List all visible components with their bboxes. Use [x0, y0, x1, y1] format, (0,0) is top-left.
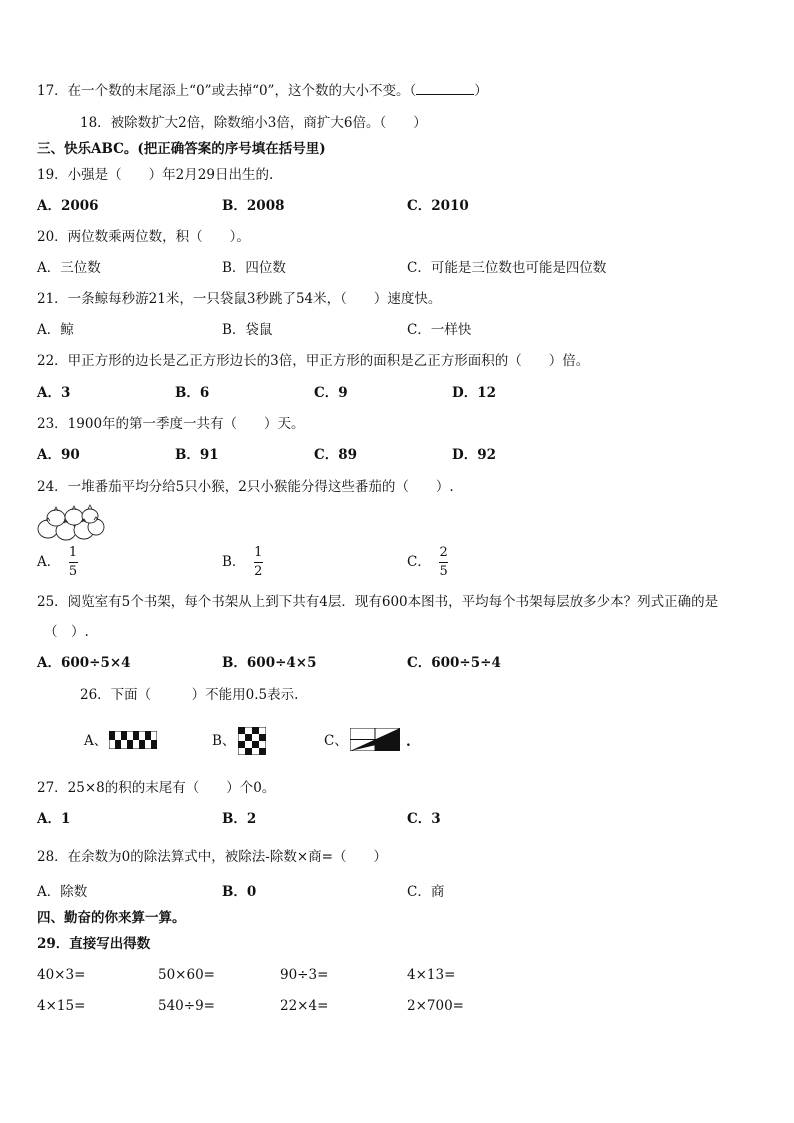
question-25: 25．阅览室有5个书架，每个书架从上到下共有4层．现有600本图书，平均每个书架每层放多少本？列式正确的是 [37, 594, 719, 610]
option-a[interactable]: A．600÷5×4 [37, 655, 131, 671]
grid-figure-a[interactable] [109, 731, 157, 749]
calc-item: 540÷9= [158, 998, 215, 1014]
calc-item: 4×13= [407, 967, 456, 983]
question-26-end: . [406, 734, 411, 750]
option-b[interactable]: B．91 [175, 447, 219, 463]
option-c[interactable]: C．商 [407, 884, 445, 900]
question-20: 20．两位数乘两位数，积（ ）。 [37, 229, 250, 245]
calc-item: 4×15= [37, 998, 86, 1014]
question-24: 24．一堆番茄平均分给5只小猴，2只小猴能分得这些番茄的（ ）. [37, 479, 454, 495]
option-a[interactable]: A．3 [37, 385, 71, 401]
option-c[interactable]: C．9 [314, 385, 348, 401]
option-a[interactable]: A．90 [37, 447, 80, 463]
section-4-heading: 四、勤奋的你来算一算。 [37, 910, 186, 926]
option-b-label[interactable]: B、 [212, 733, 236, 749]
option-a[interactable] [37, 546, 78, 579]
answer-blank[interactable] [416, 82, 474, 95]
option-a[interactable]: A．鲸 [37, 322, 74, 338]
option-c[interactable]: C．3 [407, 811, 441, 827]
option-b[interactable]: B．2 [222, 811, 257, 827]
question-22: 22．甲正方形的边长是乙正方形边长的3倍，甲正方形的面积是乙正方形面积的（ ）倍。 [37, 353, 590, 369]
option-c[interactable]: C．89 [314, 447, 358, 463]
question-29: 29．直接写出得数 [37, 936, 151, 952]
fraction-one-fifth: $\frac{1}{5}$ [68, 545, 78, 579]
tomato-pile-image [36, 503, 106, 541]
option-c[interactable] [407, 546, 448, 579]
option-b-label: B． [222, 554, 246, 570]
option-c[interactable]: C．可能是三位数也可能是四位数 [407, 260, 607, 276]
question-23: 23．1900年的第一季度一共有（ ）天。 [37, 416, 305, 432]
option-c[interactable]: C．一样快 [407, 322, 472, 338]
question-21: 21．一条鲸每秒游21米，一只袋鼠3秒跳了54米，（ ）速度快。 [37, 291, 442, 307]
calc-item: 2×700= [407, 998, 464, 1014]
fraction-two-fifths: $\frac{2}{5}$ [439, 545, 448, 579]
question-27: 27．25×8的积的末尾有（ ）个0。 [37, 780, 276, 796]
question-28: 28．在余数为0的除法算式中，被除法-除数×商=（ ） [37, 849, 387, 865]
option-b[interactable]: B．6 [175, 385, 210, 401]
option-c[interactable]: C．600÷5÷4 [407, 655, 501, 671]
option-c-label: C． [407, 554, 431, 570]
calc-item: 40×3= [37, 967, 86, 983]
option-b[interactable]: B．2008 [222, 198, 285, 214]
question-26: 26．下面（ ）不能用0.5表示. [80, 687, 299, 703]
option-b[interactable] [222, 546, 263, 579]
calc-item: 90÷3= [280, 967, 329, 983]
question-25-cont: （ ）. [44, 624, 89, 640]
option-b[interactable]: B．袋鼠 [222, 322, 273, 338]
calc-item: 22×4= [280, 998, 329, 1014]
option-b[interactable]: B．600÷4×5 [222, 655, 317, 671]
option-a[interactable]: A．三位数 [37, 260, 101, 276]
grid-figure-b[interactable] [238, 727, 266, 755]
question-17-text: 17．在一个数的末尾添上“0”或去掉“0”，这个数的大小不变。（ [37, 83, 417, 99]
question-17 [37, 82, 488, 100]
fraction-one-half: $\frac{1}{2}$ [254, 545, 263, 579]
question-19: 19．小强是（ ）年2月29日出生的. [37, 167, 274, 183]
option-d[interactable]: D．12 [452, 385, 496, 401]
option-b[interactable]: B．四位数 [222, 260, 286, 276]
option-c-label[interactable]: C、 [324, 733, 348, 749]
question-17-close: ） [474, 83, 488, 99]
option-a-label[interactable]: A、 [84, 733, 108, 749]
option-a[interactable]: A．1 [37, 811, 71, 827]
option-a-label: A． [37, 554, 61, 570]
option-a[interactable]: A．2006 [37, 198, 99, 214]
option-c[interactable]: C．2010 [407, 198, 469, 214]
split-rectangle-figure-c[interactable] [350, 728, 400, 751]
option-a[interactable]: A．除数 [37, 884, 88, 900]
option-b[interactable]: B．0 [222, 884, 257, 900]
calc-item: 50×60= [158, 967, 215, 983]
section-3-heading: 三、快乐ABC。(把正确答案的序号填在括号里) [37, 141, 326, 157]
option-d[interactable]: D．92 [452, 447, 496, 463]
question-18: 18．被除数扩大2倍，除数缩小3倍，商扩大6倍。（ ） [80, 115, 427, 131]
